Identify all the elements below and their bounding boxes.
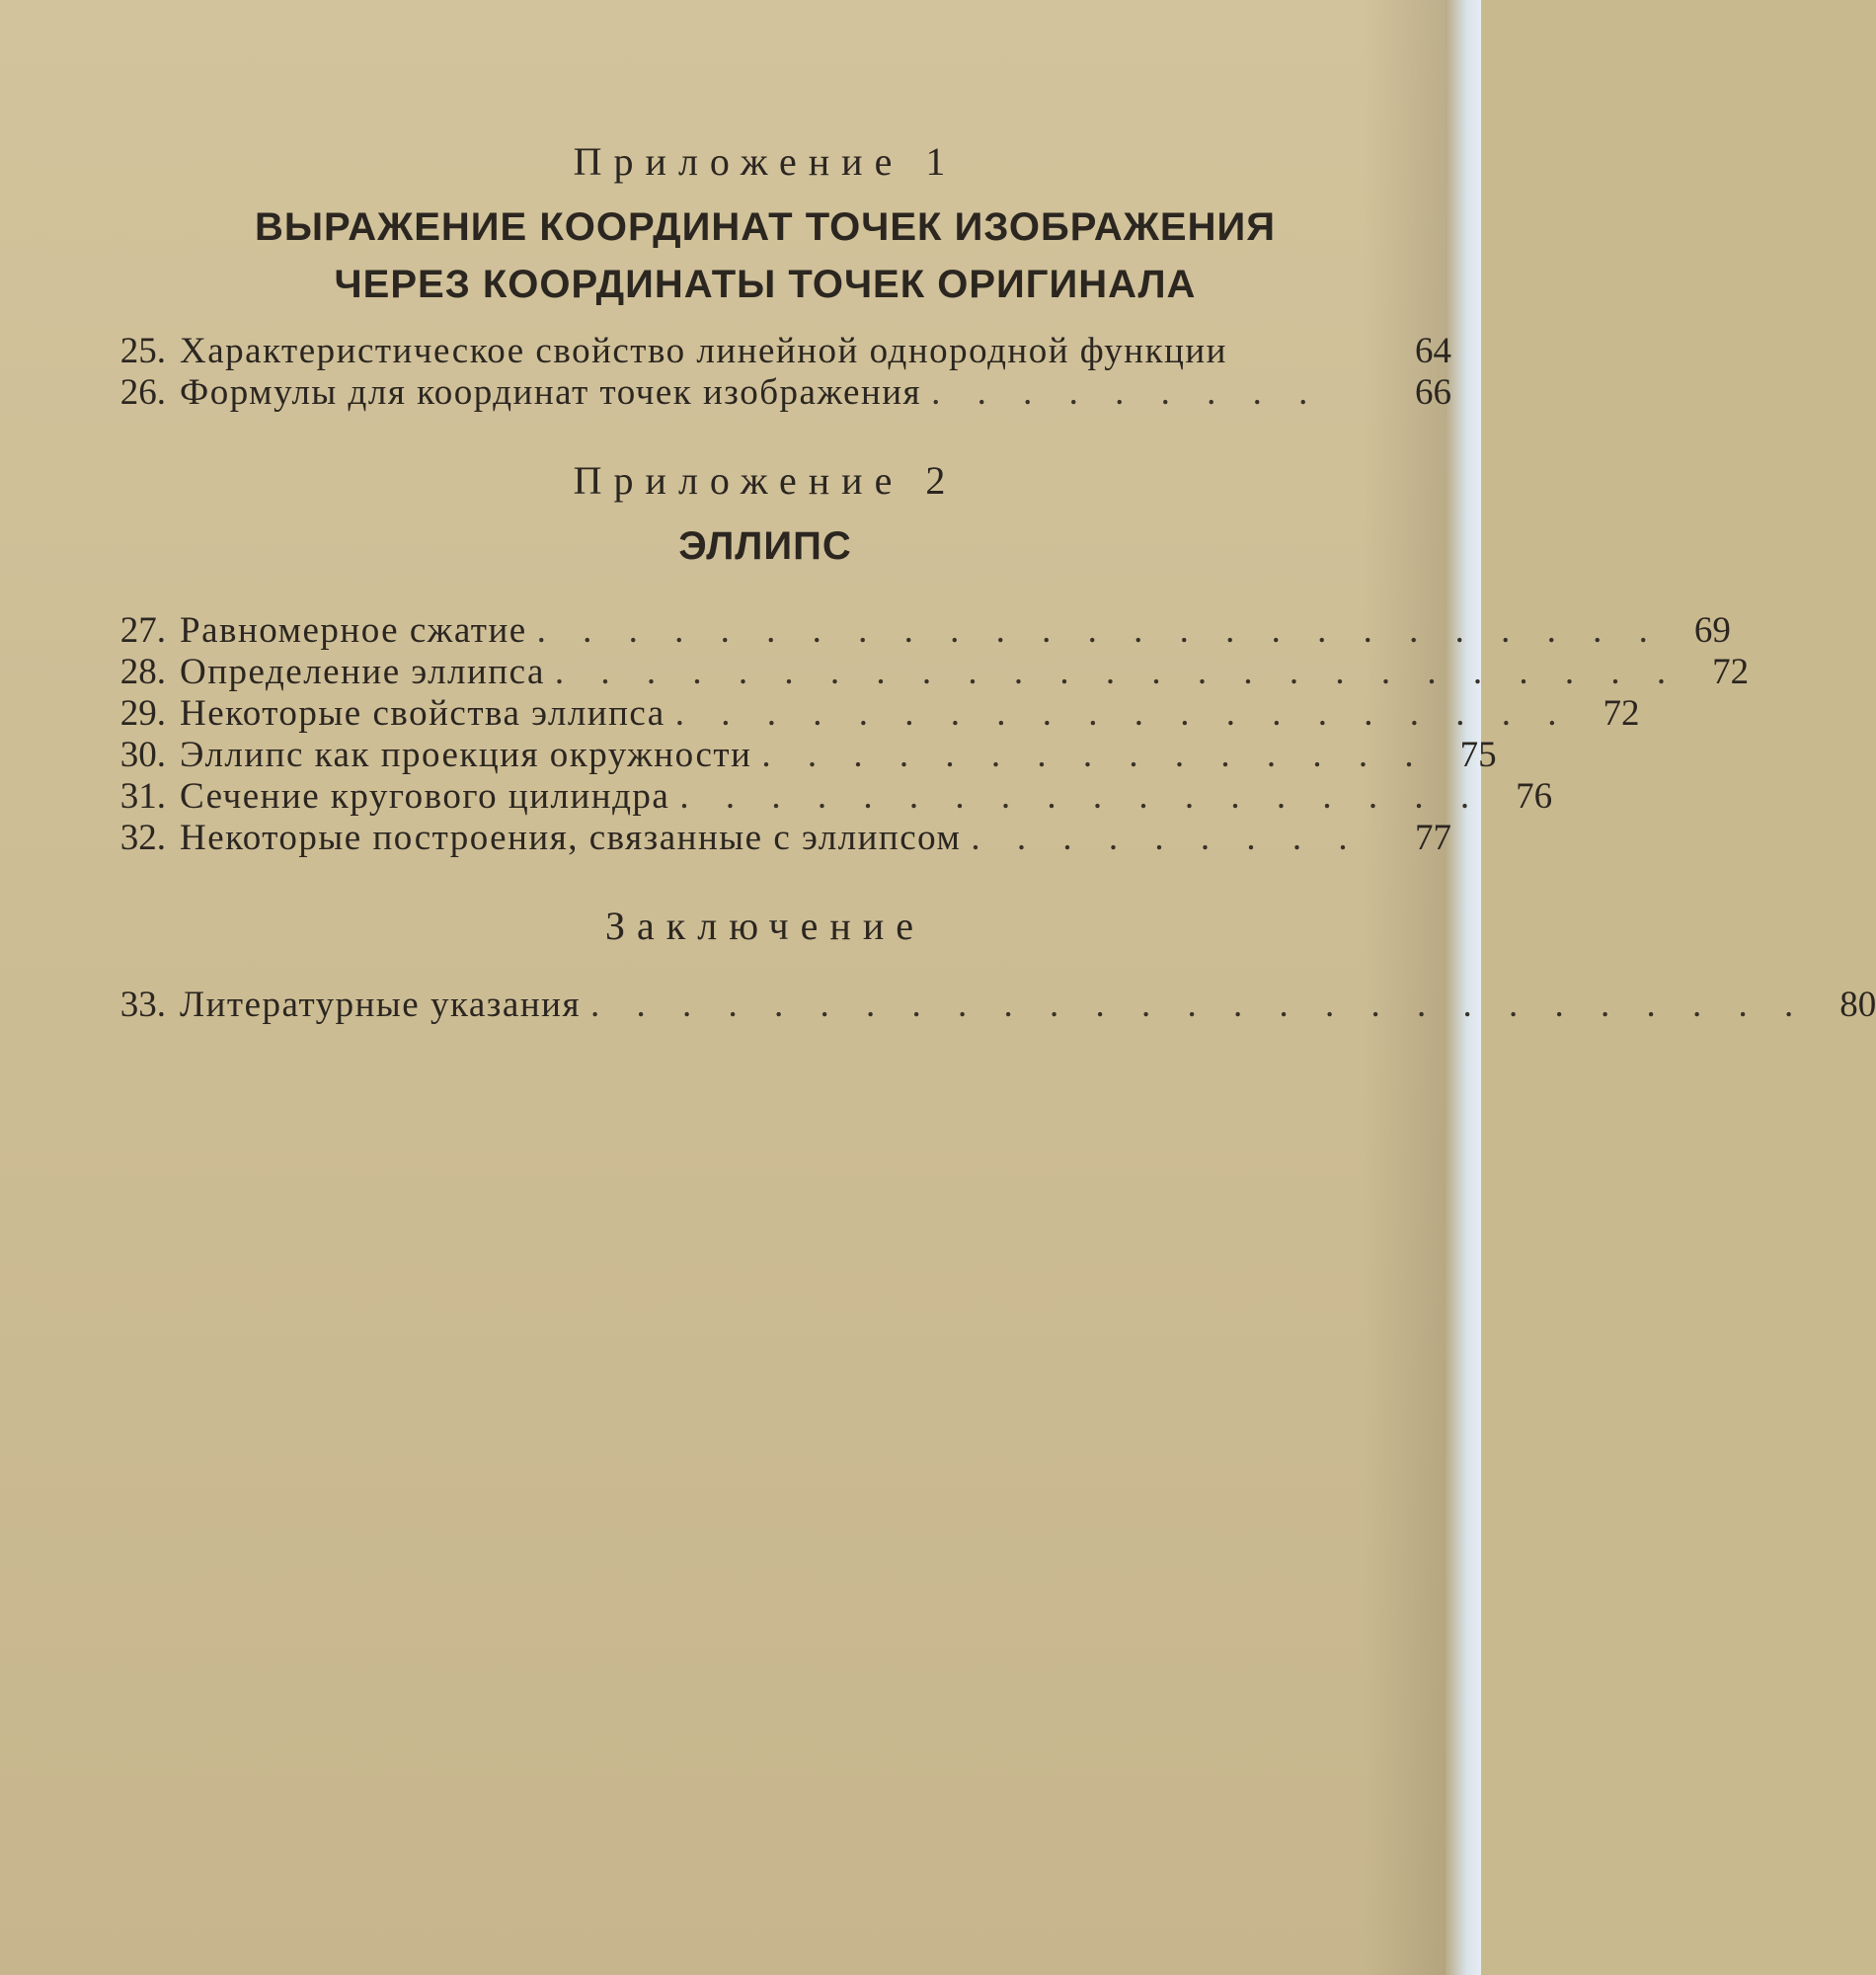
entry-title: Равномерное сжатие (180, 610, 527, 651)
entry-number: 27. (119, 610, 166, 651)
appendix-1-entries (79, 331, 1451, 414)
entry-leader-dots: . . . . . . . . . . . . . . . . . . (679, 776, 1484, 817)
entry-page: 80 (1839, 985, 1876, 1025)
entry-title: Характеристическое свойство линейной однородной функции (180, 331, 1227, 371)
conclusion-label: Заключение (605, 904, 925, 948)
table-of-contents (79, 138, 1876, 1026)
entry-title: Некоторые свойства эллипса (180, 693, 665, 734)
entry-number: 26. (119, 372, 166, 413)
appendix-1-label: Приложение 1 (573, 139, 958, 184)
toc-entry-27 (79, 610, 1731, 652)
entry-number: 28. (119, 652, 166, 692)
toc-entry-32 (79, 818, 1451, 859)
entry-page: 66 (1415, 372, 1451, 413)
entry-title: Некоторые построения, связанные с эллипсом (180, 818, 962, 858)
appendix-2-entries (79, 610, 1750, 859)
entry-page: 77 (1415, 818, 1451, 858)
entry-title: Формулы для координат точек изображения (180, 372, 922, 413)
entry-page: 72 (1602, 693, 1640, 734)
entry-page: 69 (1693, 610, 1731, 651)
entry-number: 31. (119, 776, 166, 817)
entry-page: 64 (1415, 331, 1451, 371)
toc-entry-30 (79, 735, 1497, 776)
entry-page: 75 (1459, 735, 1497, 775)
entry-leader-dots: . . . . . . . . . (931, 372, 1322, 413)
entry-title: Определение эллипса (180, 652, 545, 692)
entry-number: 29. (119, 693, 166, 734)
entry-leader-dots: . . . . . . . . . . . . . . . . . . . . . . . . . (536, 610, 1662, 651)
entry-leader-dots: . . . . . . . . . (971, 818, 1362, 858)
entry-leader-dots: . . . . . . . . . . . . . . . . . . . . . . . . . (554, 652, 1681, 692)
entry-page: 76 (1516, 776, 1553, 817)
entry-leader-dots: . . . . . . . . . . . . . . . (761, 735, 1428, 775)
appendix-2-label: Приложение 2 (573, 458, 958, 503)
entry-number: 33. (119, 985, 166, 1025)
toc-entry-33 (79, 985, 1876, 1026)
appendix-1-title (79, 198, 1451, 313)
entry-number: 30. (119, 735, 166, 775)
entry-number: 32. (119, 818, 166, 858)
toc-entry-26 (79, 372, 1451, 414)
toc-entry-29 (79, 693, 1640, 735)
toc-entry-25 (79, 331, 1451, 372)
appendix-2-title: ЭЛЛИПС (678, 524, 852, 568)
toc-entry-31 (79, 776, 1553, 818)
entry-leader-dots: . . . . . . . . . . . . . . . . . . . . (674, 693, 1571, 734)
conclusion-entries (79, 985, 1876, 1026)
entry-title: Сечение кругового цилиндра (180, 776, 670, 817)
entry-leader-dots: . . . . . . . . . . . . . . . . . . . . . . . . . . . (589, 985, 1808, 1025)
entry-title: Эллипс как проекция окружности (180, 735, 752, 775)
toc-entry-28 (79, 652, 1750, 693)
entry-title: Литературные указания (180, 985, 581, 1025)
entry-page: 72 (1712, 652, 1750, 692)
appendix-1-title-line-2: ЧЕРЕЗ КООРДИНАТЫ ТОЧЕК ОРИГИНАЛА (334, 263, 1197, 306)
entry-number: 25. (119, 331, 166, 371)
appendix-1-title-line-1: ВЫРАЖЕНИЕ КООРДИНАТ ТОЧЕК ИЗОБРАЖЕНИЯ (254, 205, 1276, 249)
